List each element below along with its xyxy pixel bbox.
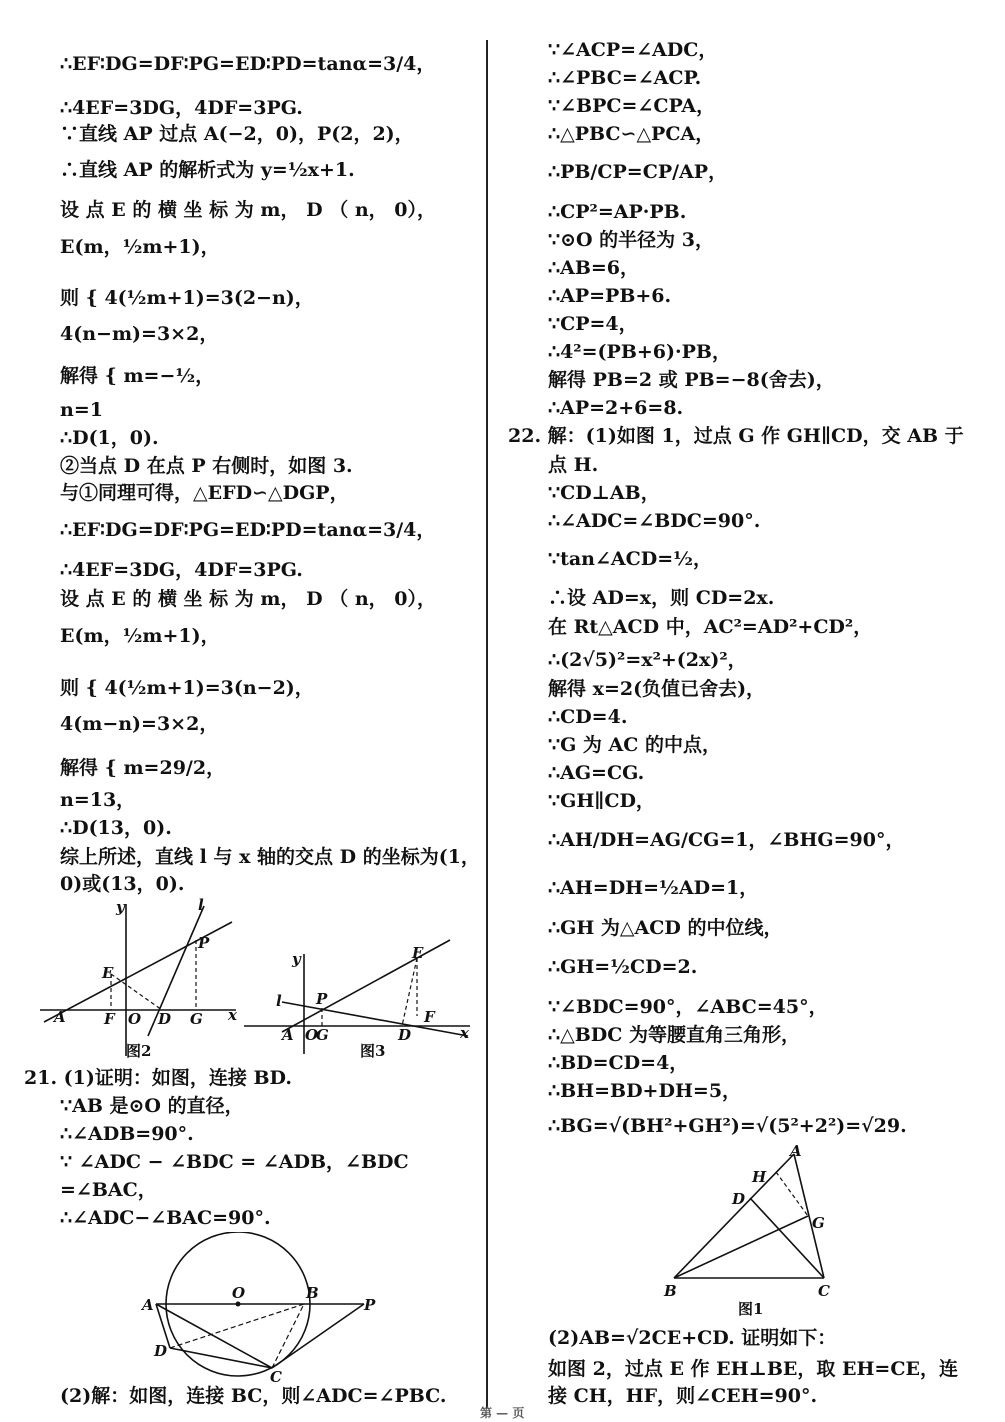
fig1-label: A: [790, 1142, 802, 1160]
circle-label: D: [154, 1342, 168, 1360]
text-line: 0)或(13，0).: [60, 873, 185, 895]
text-line: ∴EF∶DG=DF∶PG=ED∶PD=tanα=3/4，: [60, 519, 436, 541]
text-line: 在 Rt△ACD 中，AC²=AD²+CD²，: [548, 616, 873, 638]
text-line: 如图 2，过点 E 作 EH⊥BE，取 EH=CE，连: [548, 1358, 958, 1380]
text-line: 接 CH，HF，则∠CEH=90°.: [548, 1385, 818, 1407]
fig2-label: E: [102, 964, 114, 982]
circle-label: B: [306, 1284, 319, 1302]
fig2-label: P: [198, 934, 210, 952]
text-line: ∴BH=BD+DH=5，: [548, 1080, 742, 1102]
fig3-caption: 图3: [360, 1042, 386, 1060]
text-line: ∴4EF=3DG，4DF=3PG.: [60, 97, 303, 119]
text-line: (2)AB=√2CE+CD. 证明如下：: [548, 1327, 837, 1349]
fig3-label: A: [282, 1026, 294, 1044]
figure-circle: [132, 1232, 382, 1382]
text-line: ∴∠ADC−∠BAC=90°.: [60, 1207, 271, 1229]
text-line: ∵AB 是⊙O 的直径，: [60, 1095, 244, 1117]
fig3-label: O: [305, 1026, 319, 1044]
text-line: ∵GH∥CD，: [548, 790, 655, 812]
text-line: ∴D(1，0).: [60, 427, 159, 449]
text-line: ∵⊙O 的半径为 3，: [548, 229, 715, 251]
text-line: ∴PB/CP=CP/AP，: [548, 161, 728, 183]
fig3-label: D: [398, 1026, 412, 1044]
text-line: 解得 PB=2 或 PB=−8(舍去)，: [548, 369, 835, 391]
fig3-label: x: [460, 1024, 469, 1042]
text-line: 解得 x=2(负值已舍去)，: [548, 678, 766, 700]
text-line: ∴AH/DH=AG/CG=1，∠BHG=90°，: [548, 829, 905, 851]
text-line: (2)解：如图，连接 BC，则∠ADC=∠PBC.: [60, 1385, 447, 1407]
text-line: 与①同理可得，△EFD∽△DGP，: [60, 482, 349, 504]
text-line: =∠BAC，: [60, 1179, 157, 1201]
text-line: ∴AP=PB+6.: [548, 285, 672, 307]
fig2-label: y: [116, 898, 125, 916]
text-line: 则 { 4(½m+1)=3(2−n)，: [60, 287, 314, 309]
text-line: ∴直线 AP 的解析式为 y=½x+1.: [60, 159, 355, 181]
text-line: ∵G 为 AC 的中点，: [548, 734, 722, 756]
text-line: 解得 { m=29/2，: [60, 757, 226, 779]
text-line: 点 H.: [548, 454, 599, 476]
fig3-label: l: [276, 992, 282, 1010]
fig2-label: l: [198, 896, 204, 914]
text-line: ∴∠PBC=∠ACP.: [548, 67, 702, 89]
text-line: 则 { 4(½m+1)=3(n−2)，: [60, 677, 314, 699]
circle-label: O: [232, 1284, 246, 1302]
fig2-caption: 图2: [126, 1042, 152, 1060]
text-line: ∴CD=4.: [548, 706, 628, 728]
text-line: 4(m−n)=3×2，: [60, 713, 219, 735]
fig3-label: y: [292, 950, 301, 968]
text-line: ∴∠ADC=∠BDC=90°.: [548, 510, 761, 532]
circle-label: C: [270, 1368, 282, 1382]
text-line: 设 点 E 的 横 坐 标 为 m， D （ n， 0），: [60, 588, 436, 610]
text-line: ∴设 AD=x，则 CD=2x.: [548, 587, 775, 609]
text-line: ②当点 D 在点 P 右侧时，如图 3.: [60, 455, 353, 477]
text-line: n=13，: [60, 789, 136, 811]
text-line: ∵∠ACP=∠ADC，: [548, 39, 718, 61]
text-line: ∴AH=DH=½AD=1，: [548, 877, 759, 899]
text-line: ∴EF∶DG=DF∶PG=ED∶PD=tanα=3/4，: [60, 53, 436, 75]
fig2-label: A: [54, 1008, 66, 1026]
text-line: 4(n−m)=3×2，: [60, 323, 219, 345]
text-line: 21. (1)证明：如图，连接 BD.: [24, 1067, 292, 1089]
text-line: 设 点 E 的 横 坐 标 为 m， D （ n， 0），: [60, 199, 436, 221]
text-line: ∴GH=½CD=2.: [548, 956, 698, 978]
text-line: ∴CP²=AP·PB.: [548, 201, 687, 223]
fig3-label: G: [316, 1026, 329, 1044]
fig2-label: x: [228, 1006, 237, 1024]
fig3-label: E: [412, 944, 424, 962]
fig1-label: B: [664, 1282, 677, 1300]
text-line: ∴∠ADB=90°.: [60, 1123, 194, 1145]
circle-label: A: [142, 1296, 154, 1314]
text-line: ∵CP=4，: [548, 313, 638, 335]
fig1-label: G: [812, 1214, 825, 1232]
text-line: ∴D(13，0).: [60, 817, 172, 839]
text-line: ∴△PBC∽△PCA，: [548, 123, 715, 145]
text-line: ∵ ∠ADC − ∠BDC = ∠ADB，∠BDC: [60, 1151, 409, 1173]
text-line: ∴4²=(PB+6)·PB，: [548, 341, 731, 363]
text-line: ∴GH 为△ACD 的中位线，: [548, 917, 783, 939]
figure-1: [656, 1140, 856, 1320]
figure-3: [242, 934, 476, 1060]
column-divider: [486, 40, 488, 1408]
fig2-label: G: [190, 1010, 203, 1028]
text-line: ∴BG=√(BH²+GH²)=√(5²+2²)=√29.: [548, 1115, 907, 1137]
text-line: ∴AP=2+6=8.: [548, 397, 684, 419]
text-line: ∴BD=CD=4，: [548, 1052, 689, 1074]
fig1-label: D: [732, 1190, 746, 1208]
fig1-caption: 图1: [738, 1300, 764, 1318]
text-line: ∴AB=6，: [548, 257, 640, 279]
fig3-label: F: [424, 1008, 435, 1026]
fig2-label: F: [104, 1010, 115, 1028]
fig3-label: P: [316, 990, 328, 1008]
text-line: n=1: [60, 399, 103, 421]
circle-label: P: [364, 1296, 376, 1314]
figure-2: [36, 896, 246, 1062]
text-line: ∵tan∠ACD=½，: [548, 548, 712, 570]
text-line: 22. 解：(1)如图 1，过点 G 作 GH∥CD，交 AB 于: [508, 425, 964, 447]
text-line: ∴(2√5)²=x²+(2x)²，: [548, 649, 747, 671]
fig2-label: O: [128, 1010, 142, 1028]
text-line: ∵∠BPC=∠CPA，: [548, 95, 716, 117]
text-line: ∴4EF=3DG，4DF=3PG.: [60, 559, 303, 581]
fig2-label: D: [158, 1010, 172, 1028]
text-line: E(m，½m+1)，: [60, 236, 220, 258]
text-line: ∴AG=CG.: [548, 762, 645, 784]
text-line: ∵直线 AP 过点 A(−2，0)，P(2，2)，: [60, 123, 414, 145]
text-line: 解得 { m=−½，: [60, 365, 215, 387]
fig1-label: H: [752, 1168, 767, 1186]
text-line: ∵∠BDC=90°，∠ABC=45°，: [548, 996, 828, 1018]
page-footer: 第 — 页: [480, 1406, 525, 1420]
text-line: ∴△BDC 为等腰直角三角形，: [548, 1024, 800, 1046]
text-line: E(m，½m+1)，: [60, 625, 220, 647]
text-line: 综上所述，直线 l 与 x 轴的交点 D 的坐标为(1，: [60, 846, 480, 868]
fig1-label: C: [818, 1282, 830, 1300]
text-line: ∵CD⊥AB，: [548, 482, 660, 504]
